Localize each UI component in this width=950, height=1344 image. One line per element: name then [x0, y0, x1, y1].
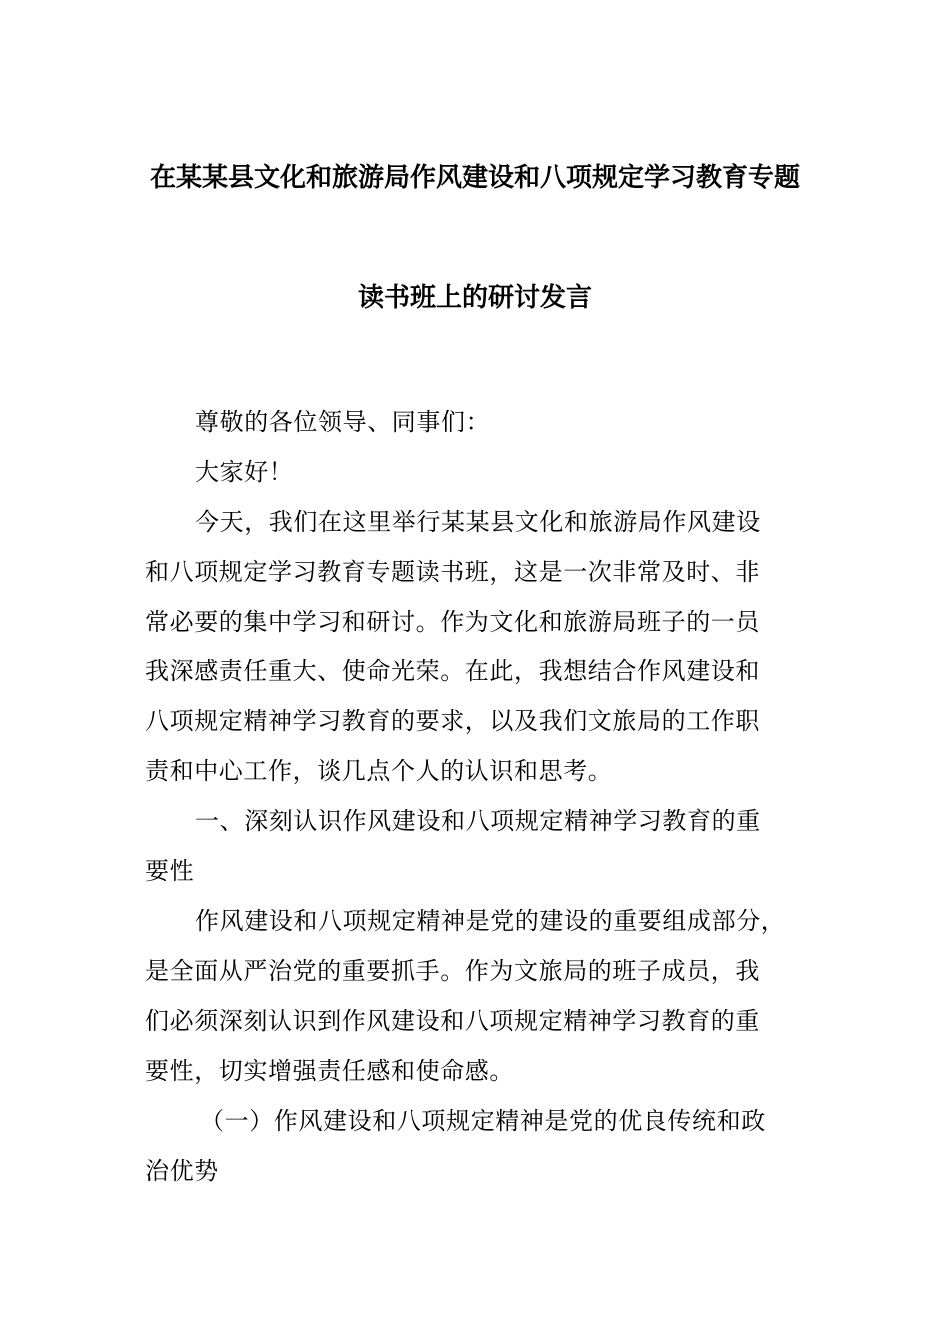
subsection-heading-line: 治优势 [145, 1157, 219, 1185]
paragraph-line: 和八项规定学习教育专题读书班，这是一次非常及时、非 [145, 558, 760, 586]
paragraph-line: 作风建设和八项规定精神是党的建设的重要组成部分， [195, 907, 786, 935]
paragraph-line: 我深感责任重大、使命光荣。在此，我想结合作风建设和 [145, 657, 760, 685]
document-title-line-2: 读书班上的研讨发言 [357, 283, 592, 313]
paragraph-line: 常必要的集中学习和研讨。作为文化和旅游局班子的一员 [145, 608, 760, 636]
paragraph-line: 是全面从严治党的重要抓手。作为文旅局的班子成员，我 [145, 957, 760, 985]
section-heading-line: 要性 [145, 857, 195, 885]
paragraph-line: 责和中心工作，谈几点个人的认识和思考。 [145, 757, 613, 785]
paragraph-line: 今天，我们在这里举行某某县文化和旅游局作风建设 [195, 508, 761, 536]
section-heading-line: 一、深刻认识作风建设和八项规定精神学习教育的重 [195, 807, 761, 835]
paragraph-line: 要性，切实增强责任感和使命感。 [145, 1057, 514, 1085]
subsection-heading-line: （一）作风建设和八项规定精神是党的优良传统和政 [200, 1107, 766, 1135]
document-title-line-1: 在某某县文化和旅游局作风建设和八项规定学习教育专题 [149, 163, 800, 193]
greeting: 大家好！ [195, 458, 294, 486]
paragraph-line: 们必须深刻认识到作风建设和八项规定精神学习教育的重 [145, 1007, 760, 1035]
paragraph-line: 八项规定精神学习教育的要求，以及我们文旅局的工作职 [145, 707, 760, 735]
salutation: 尊敬的各位领导、同事们： [195, 408, 491, 436]
